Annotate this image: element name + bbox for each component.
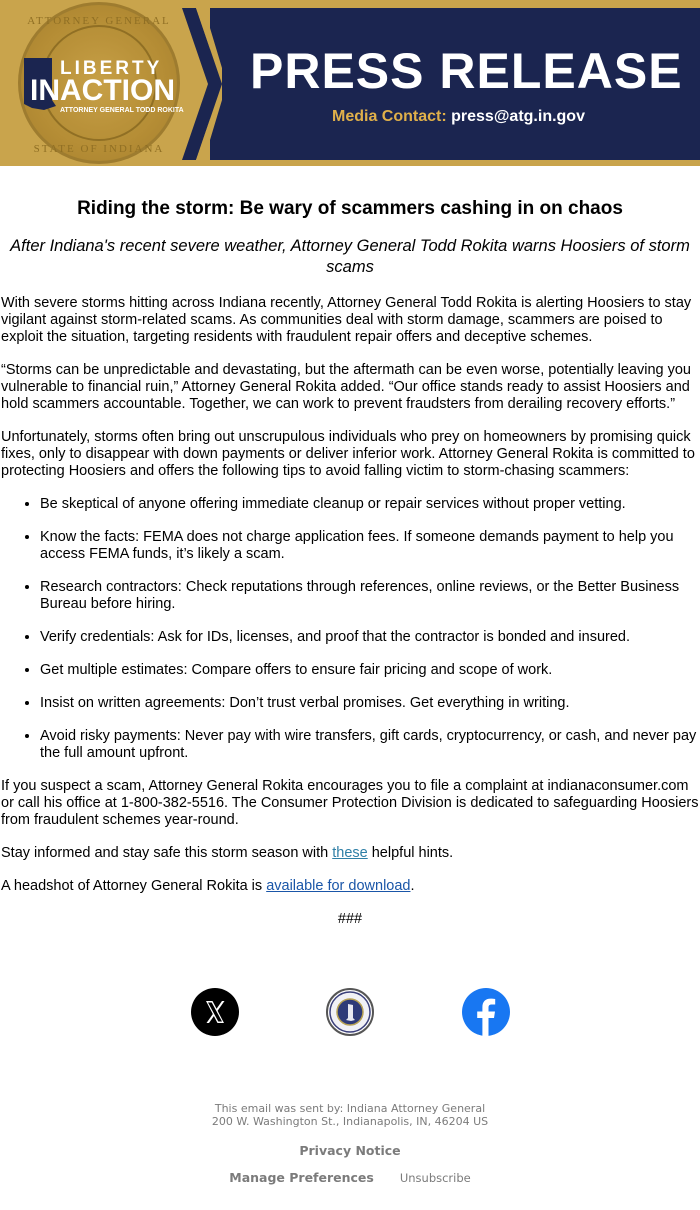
media-contact-label: Media Contact: [332,108,447,125]
press-release-banner [0,0,700,166]
logo-inaction-text [30,74,175,108]
paragraph-intro: With severe storms hitting across Indiana recently, Attorney General Todd Rokita is alerting Hoosiers to stay vigilant against storm-related scams. As communities deal with storm damage, scammers are poised to exploit the situation, targeting residents with fraudulent repair offers and deceptive schemes. [1,295,692,345]
banner-chevron-icon [182,8,222,160]
x-icon[interactable] [191,988,239,1036]
seal-bottom-text: STATE OF INDIANA [33,143,165,155]
tip-item: • Avoid risky payments: Never pay with wire transfers, gift cards, cryptocurrency, or cash, and never pay the full amount upfront. [40,728,700,762]
subheadline: After Indiana's recent severe weather, Attorney General Todd Rokita warns Hoosiers of storm scams [10,237,690,276]
tips-list [40,496,700,762]
paragraph-quote: “Storms can be unpredictable and devastating, but the aftermath can be even worse, potentially leaving you vulnerable to financial ruin,” Attorney General Rokita added. “Our office stands ready to assist Hoosiers and hold scammers accountable. Together, we can work to prevent fraudsters from derailing recovery efforts.” [1,362,691,412]
headshot-text-after: . [410,878,415,894]
headshot-text-before: A headshot of Attorney General Rokita is [1,878,267,894]
tip-item: • Get multiple estimates: Compare offers to ensure fair pricing and scope of work. [40,662,700,679]
facebook-icon[interactable] [462,988,510,1036]
unsubscribe-link[interactable]: Unsubscribe [399,1171,471,1185]
seal-icon[interactable] [326,988,374,1036]
logo-in-text: IN [30,74,60,107]
end-mark: ### [337,911,363,927]
sent-by-text: This email was sent by: Indiana Attorney General [214,1102,486,1115]
paragraph-headshot [0,878,700,895]
email-footer [0,1102,700,1185]
tip-item: • Know the facts: FEMA does not charge application fees. If someone demands payment to help you access FEMA funds, it’s likely a scam. [40,529,700,563]
sender-address: 200 W. Washington St., Indianapolis, IN, 46204 US [211,1115,489,1128]
headline: Riding the storm: Be wary of scammers cashing in on chaos [77,198,623,219]
logo-action-text: ACTION [60,74,175,107]
article-body [0,198,700,927]
paragraph-hints [0,845,700,862]
privacy-notice-link[interactable]: Privacy Notice [299,1143,401,1158]
social-links [0,988,700,1040]
tip-item: • Insist on written agreements: Don’t trust verbal promises. Get everything in writing. [40,695,700,712]
logo-subtitle: ATTORNEY GENERAL TODD ROKITA [60,107,184,114]
preferences-row [0,1170,700,1185]
these-link[interactable]: these [332,845,368,861]
seal-top-text: ATTORNEY GENERAL [27,15,171,27]
media-contact [332,108,585,126]
paragraph-tips-intro: Unfortunately, storms often bring out unscrupulous individuals who prey on homeowners by promising quick fixes, only to disappear with down payments or deliver inferior work. Attorney General Rokita is committed to protecting Hoosiers and offers the following tips to avoid falling victim to storm-chasing scammers: [1,429,695,479]
tip-item: • Be skeptical of anyone offering immediate cleanup or repair services without proper vetting. [40,496,700,513]
paragraph-complaint: If you suspect a scam, Attorney General Rokita encourages you to file a complaint at indianaconsumer.com or call his office at 1-800-382-5516. The Consumer Protection Division is dedicated to safeguarding Hoosiers from fraudulent schemes year-round. [1,778,699,828]
media-contact-email[interactable]: press@atg.in.gov [451,108,585,125]
hints-text-before: Stay informed and stay safe this storm season with [1,845,333,861]
tip-item: • Research contractors: Check reputations through references, online reviews, or the Better Business Bureau before hiring. [40,579,700,613]
logo-liberty-text: LIBERTY [60,58,163,79]
download-headshot-link[interactable]: available for download [266,878,411,894]
hints-text-after: helpful hints. [367,845,454,861]
manage-preferences-link[interactable]: Manage Preferences [229,1170,374,1185]
press-release-title: PRESS RELEASE [250,43,683,99]
tip-item: • Verify credentials: Ask for IDs, licenses, and proof that the contractor is bonded and insured. [40,629,700,646]
